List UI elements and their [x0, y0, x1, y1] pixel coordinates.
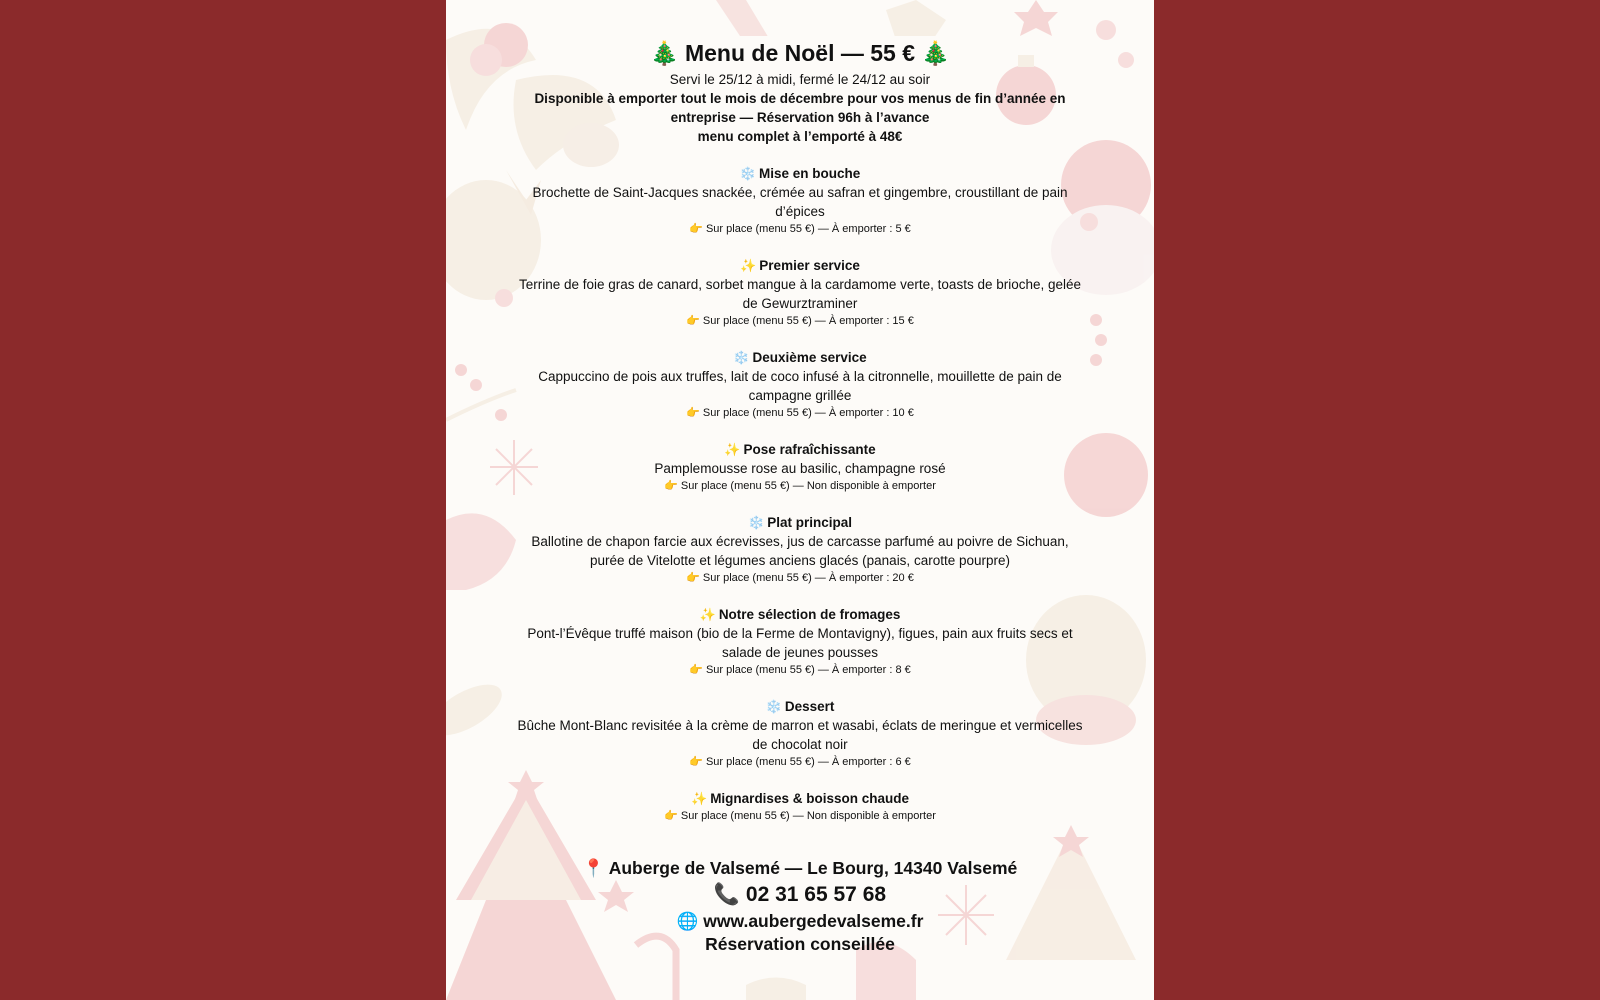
menu-section — [446, 605, 1154, 679]
menu-title — [646, 36, 954, 70]
section-title — [446, 348, 1154, 367]
section-price — [446, 808, 1154, 825]
phone-number[interactable]: 02 31 65 57 68 — [745, 883, 887, 906]
price-text: Sur place (menu 55 €) — À emporter : 6 € — [705, 756, 911, 768]
section-price — [446, 221, 1154, 238]
menu-section — [446, 513, 1154, 587]
section-title-text: Premier service — [759, 258, 860, 273]
pointing-hand-icon: 👉 — [686, 315, 700, 327]
reservation-note: Réservation conseillée — [705, 934, 895, 954]
pointing-hand-icon: 👉 — [689, 756, 703, 768]
pointing-hand-icon: 👉 — [689, 664, 703, 676]
section-title — [446, 440, 1154, 459]
sparkles-icon: ✨ — [740, 258, 757, 273]
section-title-text: Pose rafraîchissante — [743, 442, 876, 457]
menu-page — [446, 0, 1154, 1000]
price-text: Sur place (menu 55 €) — Non disponible à emporter — [680, 810, 936, 822]
takeaway-price: menu complet à l’emporté à 48€ — [697, 129, 903, 144]
section-title — [446, 256, 1154, 275]
price-text: Sur place (menu 55 €) — À emporter : 15 € — [702, 315, 914, 327]
section-description: Terrine de foie gras de canard, sorbet mangue à la cardamome verte, toasts de brioche, gelée de Gewurztraminer — [518, 277, 1082, 311]
phone[interactable] — [446, 881, 1154, 909]
section-title — [446, 789, 1154, 808]
menu-section — [446, 789, 1154, 825]
sparkles-icon: ✨ — [724, 442, 741, 457]
snowflake-icon: ❄️ — [739, 166, 756, 181]
christmas-tree-icon: 🎄 — [649, 40, 679, 66]
menu-section — [446, 440, 1154, 495]
pointing-hand-icon: 👉 — [686, 407, 700, 419]
address — [446, 855, 1154, 881]
menu-section — [446, 697, 1154, 771]
sparkles-icon: ✨ — [691, 791, 708, 806]
website-link[interactable]: www.aubergedevalseme.fr — [703, 911, 924, 931]
snowflake-icon: ❄️ — [733, 350, 750, 365]
pointing-hand-icon: 👉 — [686, 572, 700, 584]
section-price — [446, 754, 1154, 771]
takeaway-info: Disponible à emporter tout le mois de décembre pour vos menus de fin d’année en entreprise — Réservation 96h à l’avance — [534, 91, 1066, 125]
menu-content — [446, 36, 1154, 955]
sparkles-icon: ✨ — [699, 607, 716, 622]
pointing-hand-icon: 👉 — [664, 810, 678, 822]
menu-section — [446, 164, 1154, 238]
phone-icon: 📞 — [713, 883, 741, 906]
section-title-text: Mignardises & boisson chaude — [710, 791, 909, 806]
pointing-hand-icon: 👉 — [664, 480, 678, 492]
globe-icon: 🌐 — [676, 911, 699, 931]
section-title — [446, 513, 1154, 532]
section-price — [446, 478, 1154, 495]
section-title-text: Mise en bouche — [758, 166, 861, 181]
section-title-text: Plat principal — [767, 515, 852, 530]
website[interactable] — [446, 909, 1154, 933]
pin-icon: 📍 — [582, 858, 605, 878]
section-title-text: Notre sélection de fromages — [718, 607, 901, 622]
section-price — [446, 313, 1154, 330]
price-text: Sur place (menu 55 €) — Non disponible à emporter — [680, 480, 936, 492]
section-description: Pont-l’Évêque truffé maison (bio de la Ferme de Montavigny), figues, pain aux fruits secs et salade de jeunes pousses — [527, 626, 1073, 660]
section-title-text: Deuxième service — [752, 350, 867, 365]
menu-sections — [446, 164, 1154, 825]
snowflake-icon: ❄️ — [765, 699, 782, 714]
menu-title-text: Menu de Noël — 55 € — [684, 40, 916, 66]
section-price — [446, 570, 1154, 587]
section-title — [446, 697, 1154, 716]
price-text: Sur place (menu 55 €) — À emporter : 20 € — [702, 572, 914, 584]
christmas-tree-icon: 🎄 — [921, 40, 951, 66]
section-description: Bûche Mont-Blanc revisitée à la crème de marron et wasabi, éclats de meringue et vermicelles de chocolat noir — [517, 718, 1083, 752]
snowflake-icon: ❄️ — [748, 515, 765, 530]
section-description: Pamplemousse rose au basilic, champagne rosé — [654, 461, 946, 476]
section-description: Brochette de Saint-Jacques snackée, crémée au safran et gingembre, croustillant de pain d’épices — [532, 185, 1068, 219]
section-description: Ballotine de chapon farcie aux écrevisses, jus de carcasse parfumé au poivre de Sichuan, purée de Vitelotte et légumes anciens glacés (panais, carotte pourpre) — [531, 534, 1069, 568]
price-text: Sur place (menu 55 €) — À emporter : 8 € — [705, 664, 911, 676]
section-price — [446, 662, 1154, 679]
pointing-hand-icon: 👉 — [689, 223, 703, 235]
section-title — [446, 164, 1154, 183]
price-text: Sur place (menu 55 €) — À emporter : 10 € — [702, 407, 914, 419]
section-description: Cappuccino de pois aux truffes, lait de coco infusé à la citronnelle, mouillette de pain de campagne grillée — [538, 369, 1062, 403]
section-price — [446, 405, 1154, 422]
menu-section — [446, 348, 1154, 422]
section-title-text: Dessert — [784, 699, 835, 714]
address-text: Auberge de Valsemé — Le Bourg, 14340 Valsemé — [608, 858, 1018, 878]
menu-section — [446, 256, 1154, 330]
section-title — [446, 605, 1154, 624]
service-dates: Servi le 25/12 à midi, fermé le 24/12 au soir — [669, 72, 931, 87]
footer — [446, 855, 1154, 955]
price-text: Sur place (menu 55 €) — À emporter : 5 € — [705, 223, 911, 235]
